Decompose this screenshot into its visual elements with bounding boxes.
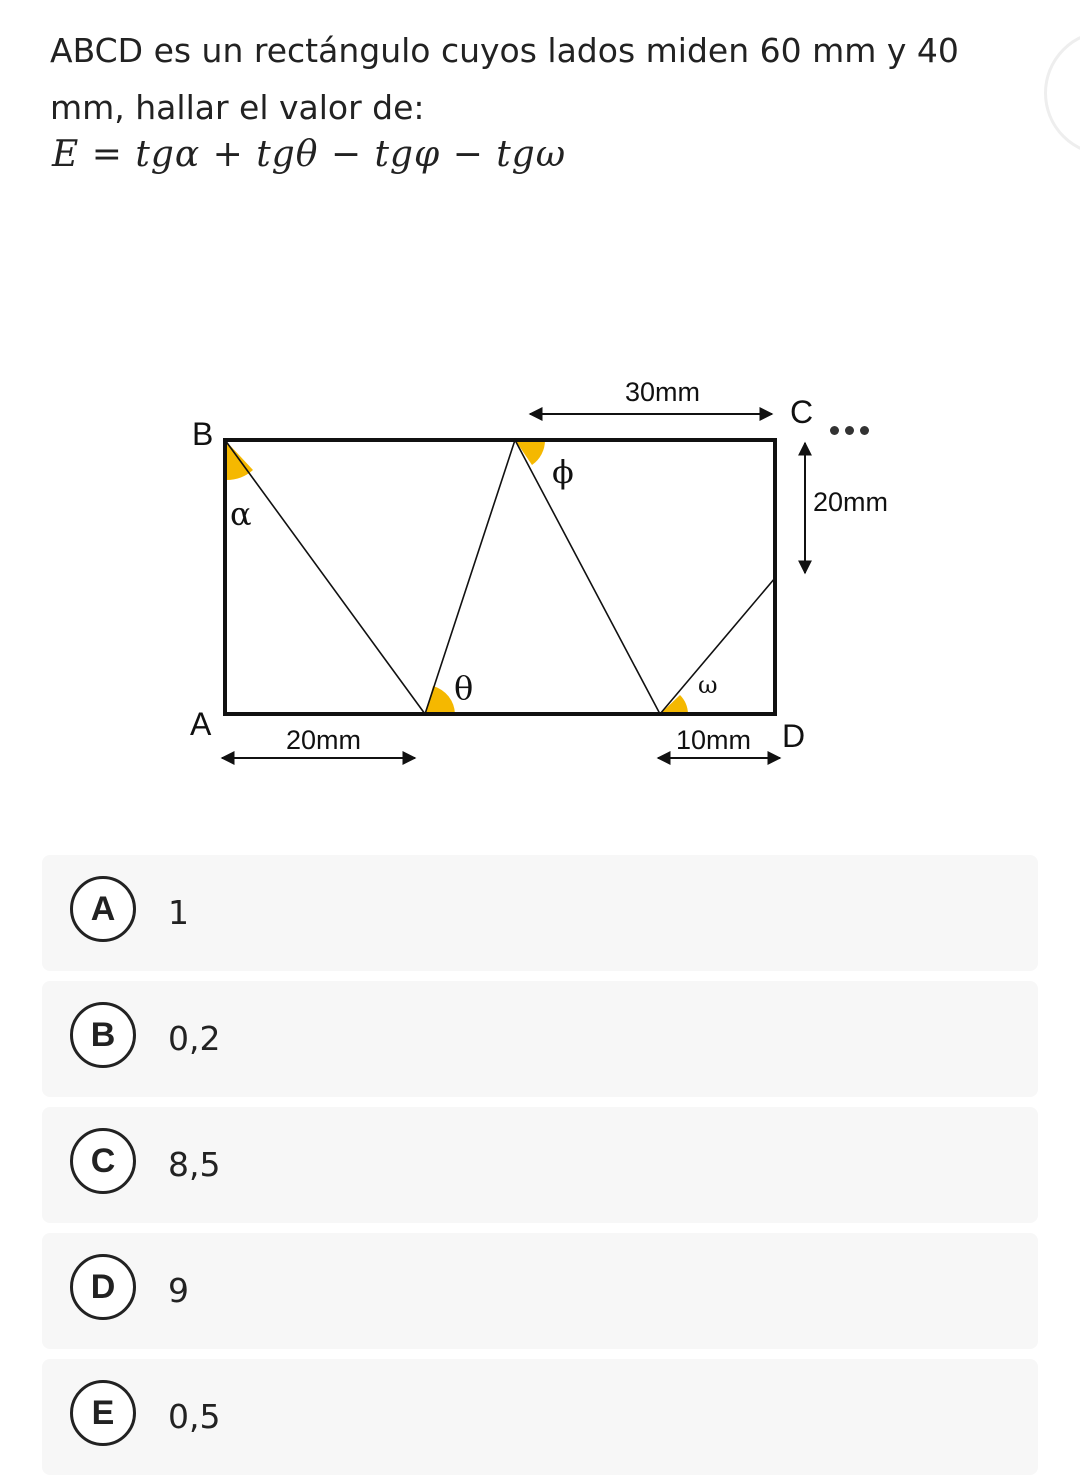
option-value: 1 xyxy=(168,893,189,932)
option-a[interactable] xyxy=(42,855,1038,971)
bottom-left-dimension-label: 20mm xyxy=(286,725,362,755)
option-value: 0,5 xyxy=(168,1397,221,1436)
vertex-a-label: A xyxy=(190,706,212,742)
zigzag-lines xyxy=(225,440,775,714)
angle-theta-label: θ xyxy=(454,669,474,707)
option-value: 0,2 xyxy=(168,1019,221,1058)
vertex-b-label: B xyxy=(192,416,214,452)
option-value: 9 xyxy=(168,1271,189,1310)
right-dimension-label: 20mm xyxy=(813,487,889,517)
angle-phi-label: ϕ xyxy=(552,453,574,491)
bottom-right-dimension-label: 10mm xyxy=(676,725,752,755)
option-value: 8,5 xyxy=(168,1145,221,1184)
top-dimension-label: 30mm xyxy=(625,377,701,407)
option-letter: C xyxy=(70,1128,136,1194)
option-b[interactable] xyxy=(42,981,1038,1097)
angle-omega-label: ω xyxy=(698,671,718,699)
option-letter: D xyxy=(70,1254,136,1320)
vertex-c-label: C xyxy=(790,394,814,430)
option-e[interactable] xyxy=(42,1359,1038,1475)
geometry-figure xyxy=(170,365,930,785)
vertex-d-label: D xyxy=(782,718,806,754)
rectangle-abcd xyxy=(225,440,775,714)
option-c[interactable] xyxy=(42,1107,1038,1223)
side-button[interactable] xyxy=(1044,30,1080,156)
angle-phi-marker xyxy=(515,440,545,465)
option-letter: B xyxy=(70,1002,136,1068)
angle-alpha-label: α xyxy=(230,495,252,533)
option-d[interactable] xyxy=(42,1233,1038,1349)
option-letter: E xyxy=(70,1380,136,1446)
formula: E = tgα + tgθ − tgφ − tgω xyxy=(52,134,567,175)
option-letter: A xyxy=(70,876,136,942)
question-text: ABCD es un rectángulo cuyos lados miden 60 mm y 40 mm, hallar el valor de: xyxy=(50,31,959,127)
